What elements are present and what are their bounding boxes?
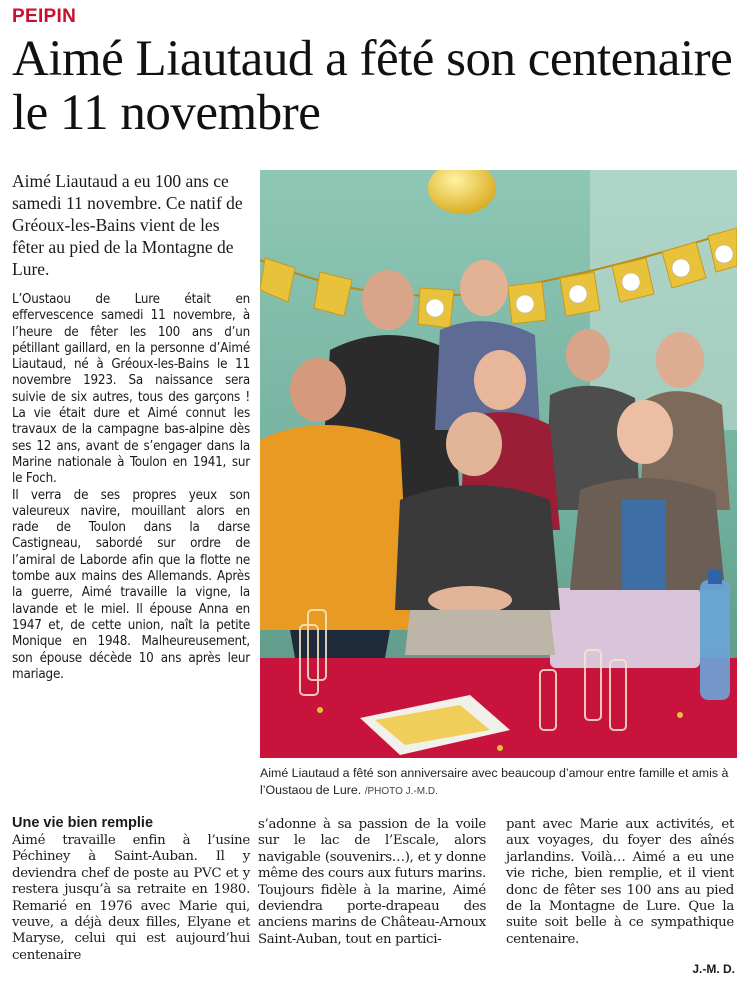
lead-paragraph: Aimé Liautaud a eu 100 ans ce samedi 11 novembre. Ce natif de Gréoux-les-Bains vient de les fêter au pied de la Montagne de Lure. [12,171,243,279]
body-paragraph-1: L’Oustaou de Lure était en effervescence samedi 11 novembre, à l’heure de fêter les 100 ans d’un pétillant gaillard, en la personne d’Aimé Liautaud, né à Gréoux-les-Bains le 11 novembre 1923. Sa naissance sera suivie de six autres, tous des garçons ! La vie était dure et Aimé connut les travaux de la campagne bas-alpine dès ses 12 ans, avant de s’engager dans la Marine nationale à Toulon en 1941, sur le Foch. [12,292,250,487]
body-paragraph-2: Il verra de ses propres yeux son valeureux navire, mouillant alors en rade de Toulon dans la darse Castigneau, sabordé sur ordre de l’amiral de Laborde afin que la flotte ne tombe aux mains des Allemands. Après la guerre, Aimé travaille la vigne, la lavande et le miel. Il épouse Anna en 1947 et, de cette union, naît la petite Monique en 1948. Malheureusement, son épouse décède 10 ans après leur mariage. [12,487,250,682]
bottom-column-3 [506,817,734,948]
body-column [12,292,250,683]
party-photo [260,170,737,758]
bottom-column-1 [12,833,250,964]
headline: Aimé Liautaud a fêté son centenaire le 11 novembre [12,31,733,141]
kicker: PEIPIN [12,6,77,27]
bottom-paragraph-3: pant avec Marie aux activités, et aux voyages, du foyer des aînés jarlandins. Voilà… Aimé a eu une vie riche, bien remplie, et il vient donc de fêter ses 100 ans au pied de la Montagne de Lure. Que la suite soit belle à ce sympathique centenaire. [506,817,734,947]
bottom-paragraph-1: Aimé travaille enfin à l’usine Péchiney à Saint-Auban. Il y deviendra chef de poste au PVC et y restera jusqu’à sa retraite en 1980. Remarié en 1976 avec Marie qui, veuve, a déjà deux filles, Elyane et Maryse, celui qui est aujourd’hui centenaire [12,833,250,963]
author-signature: J.-M. D. [692,962,735,976]
bottom-paragraph-2: s’adonne à sa passion de la voile sur le lac de l’Escale, alors navigable (souvenirs…), et y donne même des cours aux futurs marins. Toujours fidèle à la marine, Aimé deviendra porte-drapeau des anciens marins de Château-Arnoux Saint-Auban, tout en partici- [258,817,486,947]
photo-credit: /PHOTO J.-M.D. [364,786,438,797]
caption-text: Aimé Liautaud a fêté son anniversaire avec beaucoup d’amour entre famille et amis à l’Oustaou de Lure. [260,766,729,797]
photo-caption [260,765,740,800]
bottom-column-2 [258,817,486,948]
subheading: Une vie bien remplie [12,815,154,831]
